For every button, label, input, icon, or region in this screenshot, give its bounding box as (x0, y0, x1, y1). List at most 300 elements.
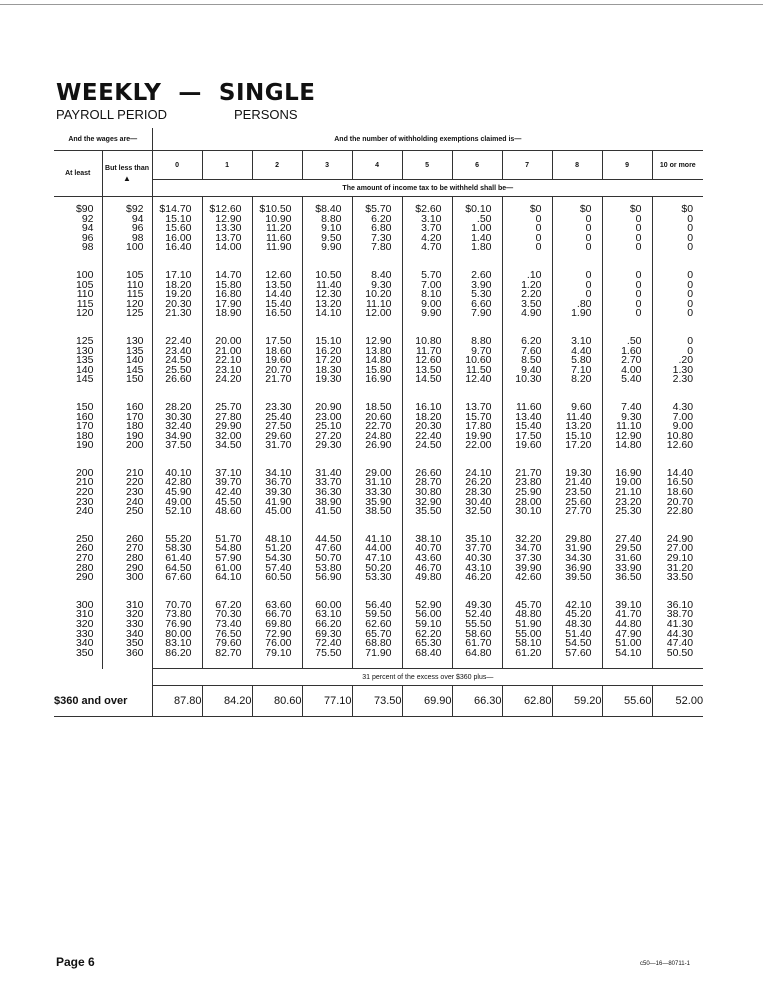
table-cell: 52.10 (165, 505, 192, 518)
tax-cells-6 (452, 461, 502, 517)
less-than-cells (102, 329, 152, 385)
table-cell: 25.50 (165, 363, 192, 376)
table-cell: 32.40 (165, 420, 192, 433)
tax-withheld-header: The amount of income tax to be withheld shall be— (152, 180, 703, 197)
tax-cells-9 (602, 593, 652, 659)
less-than-cells (102, 263, 152, 319)
table-cell: 145 (125, 363, 144, 376)
over-value-1: 84.20 (202, 686, 252, 717)
table-cell: 28.70 (415, 476, 442, 489)
group-gap (54, 385, 703, 395)
excess-note: 31 percent of the excess over $360 plus— (152, 669, 703, 686)
table-cell: 47.40 (666, 637, 694, 650)
table-cell: 330 (125, 618, 144, 630)
tax-cells-10 (652, 263, 703, 319)
table-cell: 3.10 (421, 212, 442, 225)
table-cell: .80 (576, 297, 592, 310)
table-cell: $5.70 (365, 203, 392, 215)
tax-cells-7 (502, 527, 552, 583)
table-cell: 30.10 (515, 505, 542, 518)
table-cell: 140 (75, 363, 94, 376)
table-cell: 23.50 (565, 486, 592, 499)
table-cell: 83.10 (165, 637, 192, 650)
table-cell: 0 (585, 222, 592, 235)
table-cell: 9.00 (421, 297, 442, 310)
table-cell: 22.40 (165, 334, 192, 347)
table-cell: 57.40 (265, 561, 292, 574)
table-cell: 190 (125, 429, 144, 442)
table-cell: 2.30 (672, 373, 694, 386)
table-cell: 26.60 (165, 373, 192, 386)
table-cell: 11.50 (466, 363, 492, 376)
table-cell: 23.40 (165, 344, 192, 357)
table-cell: 19.60 (515, 439, 542, 452)
table-cell: $0 (579, 203, 592, 215)
table-cell: 1.20 (521, 278, 542, 291)
tax-cells-6 (452, 263, 502, 319)
table-cell: 190 (75, 439, 94, 452)
table-cell: 31.70 (265, 439, 292, 452)
table-cell: 76.00 (265, 637, 292, 650)
table-cell: 32.90 (415, 495, 442, 508)
table-cell: 0 (585, 231, 592, 244)
table-cell: 9.90 (321, 241, 342, 254)
tax-cells-4 (352, 461, 402, 517)
table-cell: 3.90 (471, 278, 492, 291)
table-cell: 39.90 (515, 561, 542, 574)
table-cell: 61.00 (215, 561, 242, 574)
tax-cells-7 (502, 461, 552, 517)
table-cell: 200 (75, 466, 94, 479)
table-cell: 73.80 (165, 608, 192, 621)
table-cell: 25.70 (215, 400, 242, 413)
table-cell: 1.90 (571, 307, 592, 320)
table-cell: 0 (585, 278, 592, 291)
tax-cells-0 (152, 263, 202, 319)
table-cell: 200 (125, 439, 144, 452)
table-cell: 58.30 (165, 542, 192, 555)
table-cell: 310 (75, 608, 94, 621)
column-header-1: 1 (202, 151, 252, 180)
table-cell: 58.10 (515, 637, 542, 650)
table-cell: 16.20 (315, 344, 342, 357)
table-cell: 0 (635, 231, 642, 244)
table-cell: 210 (75, 476, 94, 489)
table-cell: 45.50 (215, 495, 242, 508)
table-cell: 76.90 (165, 618, 192, 630)
over-value-9: 55.60 (602, 686, 652, 717)
table-cell: 170 (75, 420, 94, 433)
column-header-3: 3 (302, 151, 352, 180)
table-cell: 9.10 (321, 222, 342, 235)
group-gap (54, 319, 703, 329)
table-cell: 20.60 (365, 410, 392, 423)
table-cell: 260 (125, 532, 144, 545)
over-value-7: 62.80 (502, 686, 552, 717)
tax-cells-2 (252, 461, 302, 517)
table-cell: 16.10 (415, 400, 442, 413)
tax-cells-0 (152, 461, 202, 517)
table-cell: 27.20 (315, 429, 342, 442)
table-cell: 47.90 (615, 627, 642, 640)
tax-cells-5 (402, 593, 452, 659)
tax-cells-7 (502, 593, 552, 659)
table-cell: 18.20 (165, 278, 192, 291)
table-cell: 4.70 (421, 241, 442, 254)
tax-cells-0 (152, 527, 202, 583)
table-cell: 17.80 (465, 420, 492, 433)
table-cell: 10.30 (515, 373, 542, 386)
table-cell: 0 (687, 334, 694, 347)
column-header-2: 2 (252, 151, 302, 180)
table-cell: 14.00 (215, 241, 242, 254)
table-cell: 69.80 (265, 618, 292, 630)
table-cell: 125 (125, 307, 144, 320)
table-cell: 37.70 (465, 542, 492, 555)
table-cell: 13.70 (465, 400, 492, 413)
over-value-4: 73.50 (352, 686, 402, 717)
over-value-3: 77.10 (302, 686, 352, 717)
table-cell: 35.10 (465, 532, 492, 545)
table-cell: 1.60 (621, 344, 642, 357)
table-cell: $14.70 (159, 203, 192, 215)
table-cell: 22.40 (415, 429, 442, 442)
tax-cells-2 (252, 395, 302, 451)
table-cell: 0 (687, 268, 694, 281)
table-cell: 29.50 (615, 542, 642, 555)
table-cell: 19.60 (265, 354, 292, 367)
tax-cells-8 (552, 395, 602, 451)
table-cell: 24.80 (365, 429, 392, 442)
table-cell: 22.80 (666, 505, 694, 518)
table-cell: 24.10 (465, 466, 492, 479)
tax-cells-4 (352, 593, 402, 659)
table-cell: 100 (125, 241, 144, 254)
table-cell: 4.90 (521, 307, 542, 320)
table-cell: 7.00 (421, 278, 442, 291)
table-cell: 94 (81, 222, 94, 235)
tax-cells-0 (152, 197, 202, 253)
table-cell: 36.70 (265, 476, 292, 489)
tax-cells-8 (552, 593, 602, 659)
table-cell: 9.30 (621, 410, 642, 423)
tax-cells-7 (502, 197, 552, 253)
table-cell: $2.60 (415, 203, 442, 215)
tax-cells-0 (152, 329, 202, 385)
table-cell: 41.50 (315, 505, 342, 518)
table-cell: 36.10 (666, 598, 694, 611)
tax-cells-2 (252, 197, 302, 253)
table-cell: 29.00 (365, 466, 392, 479)
table-cell: 2.60 (471, 268, 492, 281)
table-cell: 15.70 (465, 410, 492, 423)
table-cell: 34.10 (265, 466, 292, 479)
table-cell: 59.10 (415, 618, 442, 630)
table-cell: 7.10 (571, 363, 592, 376)
over-value-8: 59.20 (552, 686, 602, 717)
table-cell: .10 (526, 268, 542, 281)
table-cell: 43.10 (465, 561, 492, 574)
less-than-cells (102, 395, 152, 451)
table-cell: 8.80 (471, 334, 492, 347)
table-cell: 7.30 (371, 231, 392, 244)
table-cell: 12.40 (465, 373, 492, 386)
table-cell: 27.40 (615, 532, 642, 545)
tax-cells-4 (352, 329, 402, 385)
table-cell: 68.80 (365, 637, 392, 650)
table-cell: 39.30 (265, 486, 292, 499)
table-cell: 17.90 (215, 297, 242, 310)
table-cell: 29.90 (215, 420, 242, 433)
table-cell: 10.50 (315, 268, 342, 281)
table-cell: 16.00 (165, 231, 192, 244)
tax-cells-3 (302, 461, 352, 517)
table-cell: 51.00 (615, 637, 642, 650)
table-cell: 4.20 (421, 231, 442, 244)
table-cell: 0 (687, 222, 694, 235)
table-cell: 28.00 (515, 495, 542, 508)
table-cell: 150 (75, 400, 94, 413)
table-cell: 8.80 (321, 212, 342, 225)
table-cell: 64.80 (465, 646, 492, 659)
table-cell: 330 (75, 627, 94, 640)
table-cell: 35.90 (365, 495, 392, 508)
table-cell: 92 (81, 212, 94, 225)
page-title: WEEKLY — SINGLE (56, 80, 316, 106)
over-value-5: 69.90 (402, 686, 452, 717)
table-cell: 48.60 (215, 505, 242, 518)
table-cell: 145 (75, 373, 94, 386)
table-cell: 0 (687, 307, 694, 320)
table-cell: 24.50 (165, 354, 192, 367)
table-row-group (54, 263, 703, 319)
table-cell: 19.90 (465, 429, 492, 442)
at-least-cells (54, 461, 102, 517)
table-cell: 9.40 (521, 363, 542, 376)
print-code: c50—16—80711-1 (640, 961, 690, 967)
tax-cells-1 (202, 593, 252, 659)
tax-cells-3 (302, 395, 352, 451)
but-less-than-header (102, 151, 152, 197)
table-cell: 66.20 (315, 618, 342, 630)
table-cell: 98 (131, 231, 144, 244)
table-cell: 58.60 (465, 627, 492, 640)
table-cell: 10.20 (365, 288, 392, 301)
table-cell: 170 (125, 410, 144, 423)
table-cell: 20.30 (165, 297, 192, 310)
less-than-cells (102, 527, 152, 583)
column-header-0: 0 (152, 151, 202, 180)
tax-cells-9 (602, 329, 652, 385)
table-cell: 26.20 (465, 476, 492, 489)
table-cell: 2.20 (521, 288, 542, 301)
table-cell: 0 (635, 278, 642, 291)
table-cell: 35.50 (415, 505, 442, 518)
tax-cells-6 (452, 593, 502, 659)
column-header-8: 8 (552, 151, 602, 180)
table-cell: 34.70 (515, 542, 542, 555)
table-cell: 125 (75, 334, 94, 347)
table-cell: 220 (125, 476, 144, 489)
table-cell: 1.00 (471, 222, 492, 235)
table-cell: 105 (75, 278, 94, 291)
table-cell: 32.20 (515, 532, 542, 545)
table-cell: 18.50 (365, 400, 392, 413)
group-gap (54, 517, 703, 527)
table-cell: 9.70 (471, 344, 492, 357)
table-cell: 54.30 (265, 552, 292, 565)
table-row-group (54, 461, 703, 517)
column-header-10: 10 or more (652, 151, 703, 180)
tax-cells-5 (402, 395, 452, 451)
table-cell: 14.40 (666, 466, 694, 479)
tax-cells-8 (552, 329, 602, 385)
table-cell: 13.50 (265, 278, 292, 291)
table-cell: 41.70 (615, 608, 642, 621)
table-cell: 34.90 (165, 429, 192, 442)
table-cell: 15.80 (215, 278, 242, 291)
table-cell: 18.20 (415, 410, 442, 423)
table-cell: 6.60 (471, 297, 492, 310)
tax-cells-1 (202, 329, 252, 385)
table-cell: 25.60 (565, 495, 592, 508)
table-cell: 17.10 (165, 268, 192, 281)
table-cell: $90 (75, 203, 94, 215)
table-cell: 0 (635, 297, 642, 310)
table-cell: 49.30 (465, 598, 492, 611)
table-cell: 9.30 (371, 278, 392, 291)
table-cell: 0 (687, 344, 694, 357)
table-cell: 0 (635, 212, 642, 225)
table-cell: 29.30 (315, 439, 342, 452)
table-cell: .50 (476, 212, 492, 225)
table-cell: 160 (75, 410, 94, 423)
table-cell: 30.80 (415, 486, 442, 499)
table-cell: 15.40 (515, 420, 542, 433)
table-cell: 51.70 (215, 532, 242, 545)
table-cell: 70.30 (215, 608, 242, 621)
table-cell: 15.80 (365, 363, 392, 376)
table-cell: 24.50 (415, 439, 442, 452)
table-cell: 130 (125, 334, 144, 347)
tax-cells-2 (252, 593, 302, 659)
table-row-group (54, 197, 703, 253)
table-cell: 2.70 (621, 354, 642, 367)
table-cell: 73.40 (215, 618, 242, 630)
table-cell: 43.60 (415, 552, 442, 565)
table-cell: 7.60 (521, 344, 542, 357)
table-cell: 0 (635, 288, 642, 301)
table-cell: 8.10 (421, 288, 442, 301)
table-cell: 11.70 (416, 344, 442, 357)
table-cell: $0.10 (465, 203, 492, 215)
table-cell: 65.30 (415, 637, 442, 650)
over-label: $360 and over (54, 686, 152, 717)
table-cell: 7.00 (672, 410, 694, 423)
table-cell: 48.10 (265, 532, 292, 545)
table-cell: 25.90 (515, 486, 542, 499)
table-cell: 50.50 (666, 646, 694, 659)
table-cell: $8.40 (315, 203, 342, 215)
table-cell: 18.90 (215, 307, 242, 320)
tax-cells-1 (202, 395, 252, 451)
table-cell: 60.00 (315, 598, 342, 611)
table-cell: 45.70 (515, 598, 542, 611)
table-cell: 20.30 (415, 420, 442, 433)
table-cell: 55.50 (465, 618, 492, 630)
table-cell: 0 (635, 241, 642, 254)
tax-cells-4 (352, 197, 402, 253)
table-cell: 1.30 (672, 363, 694, 376)
table-cell: 20.70 (265, 363, 292, 376)
table-cell: 23.00 (315, 410, 342, 423)
table-cell: 5.40 (621, 373, 642, 386)
table-cell: 24.90 (666, 532, 694, 545)
table-cell: 34.30 (565, 552, 592, 565)
table-cell: 11.60 (266, 231, 292, 244)
column-header-7: 7 (502, 151, 552, 180)
table-cell: 15.40 (265, 297, 292, 310)
table-cell: 40.70 (415, 542, 442, 555)
table-cell: 110 (126, 278, 144, 291)
table-cell: 0 (687, 231, 694, 244)
table-cell: 79.60 (215, 637, 242, 650)
table-cell: 0 (635, 222, 642, 235)
table-cell: 49.80 (415, 571, 442, 584)
table-cell: 250 (75, 532, 94, 545)
table-cell: 17.20 (565, 439, 592, 452)
table-cell: 33.90 (615, 561, 642, 574)
page-number: Page 6 (56, 955, 95, 969)
table-cell: 96 (131, 222, 144, 235)
table-cell: 18.60 (666, 486, 694, 499)
table-cell: 69.30 (315, 627, 342, 640)
table-cell: 340 (75, 637, 94, 650)
table-cell: 6.20 (521, 334, 542, 347)
table-cell: .20 (678, 354, 694, 367)
table-cell: 39.10 (615, 598, 642, 611)
table-cell: .50 (626, 334, 642, 347)
tax-cells-1 (202, 263, 252, 319)
table-cell: 5.80 (571, 354, 592, 367)
tax-cells-7 (502, 263, 552, 319)
table-cell: 29.80 (565, 532, 592, 545)
table-cell: 25.40 (265, 410, 292, 423)
table-cell: 37.30 (515, 552, 542, 565)
table-cell: 100 (75, 268, 94, 281)
over-value-6: 66.30 (452, 686, 502, 717)
table-cell: 9.00 (672, 420, 694, 433)
table-cell: 60.50 (265, 571, 292, 584)
table-cell: 0 (535, 241, 542, 254)
table-cell: 75.50 (315, 646, 342, 659)
group-gap (54, 583, 703, 593)
table-cell: 10.60 (465, 354, 492, 367)
table-cell: 27.70 (565, 505, 592, 518)
table-cell: 45.20 (565, 608, 592, 621)
table-cell: 4.00 (621, 363, 642, 376)
table-cell: 42.60 (515, 571, 542, 584)
tax-cells-2 (252, 527, 302, 583)
column-header-5: 5 (402, 151, 452, 180)
over-value-10: 52.00 (652, 686, 703, 717)
table-cell: 96 (81, 231, 94, 244)
table-cell: 11.10 (366, 297, 392, 310)
table-cell: 61.40 (165, 552, 192, 565)
table-cell: 86.20 (165, 646, 192, 659)
table-cell: 25.10 (315, 420, 342, 433)
column-header-6: 6 (452, 151, 502, 180)
